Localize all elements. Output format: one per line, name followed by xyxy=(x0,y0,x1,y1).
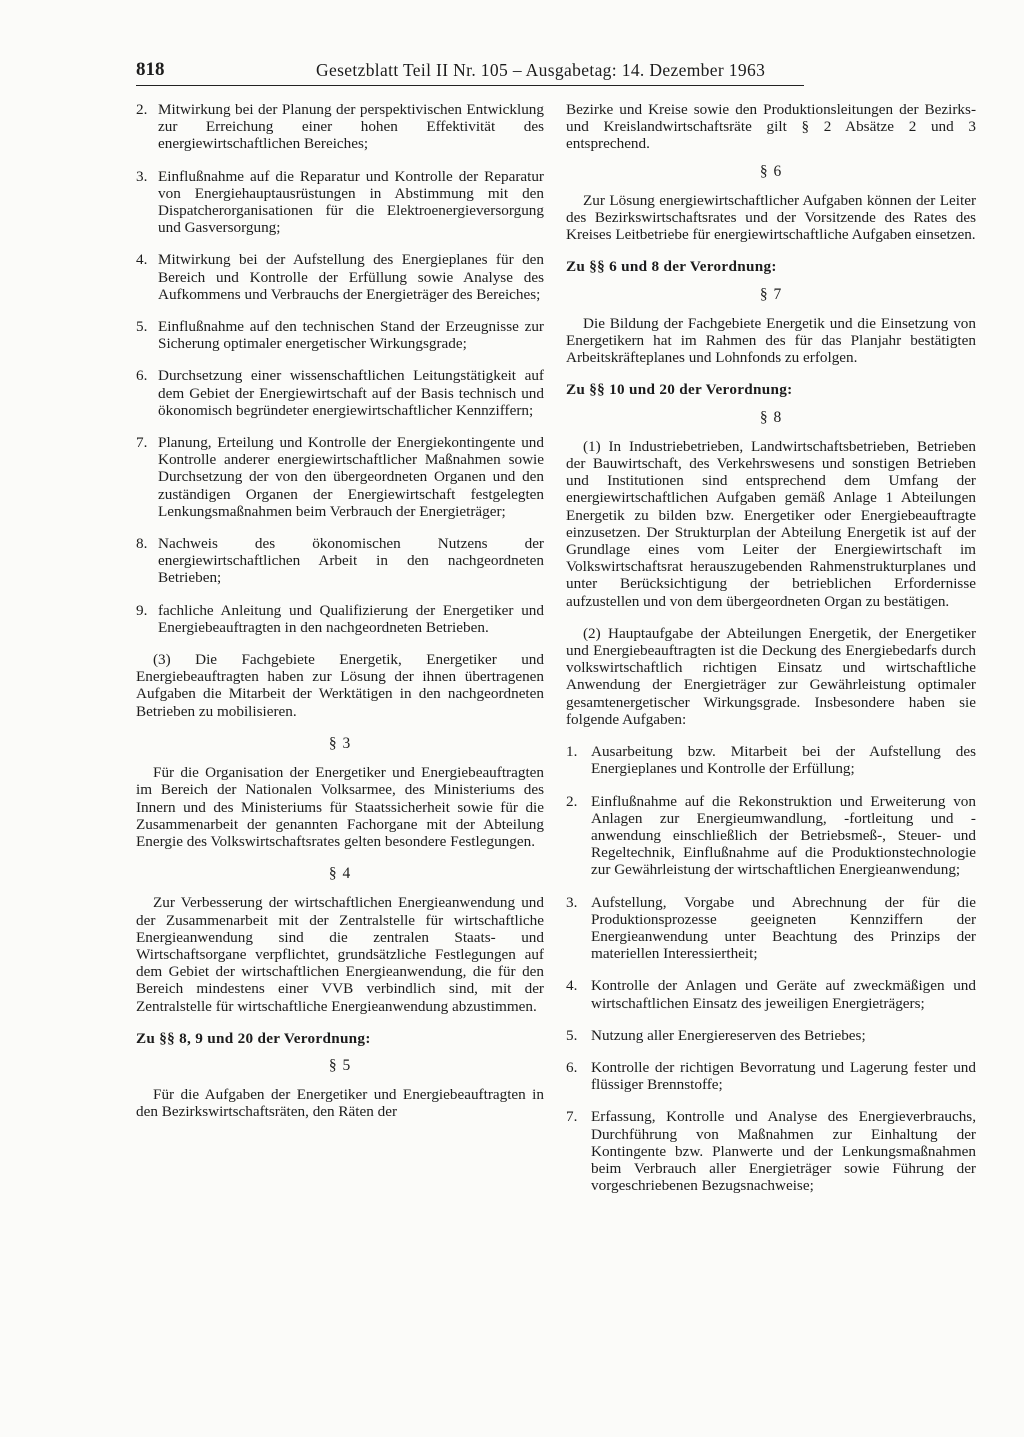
section-7-title: § 7 xyxy=(759,285,783,303)
section-3-text: Für die Organisation der Energetiker und Energiebeauftragten im Bereich der Nationalen Volksarmee, des Ministeriums des Innern und des Ministeriums für Staatssicherheit sowie für die Zusammenarbeit der genannten Fachorgane mit der Abteilung Energie des Volkswirtschaftsrates gelten besondere Festlegungen. xyxy=(136,764,544,850)
section-7-text: Die Bildung der Fachgebiete Energetik und die Einsetzung von Energetikern hat im Rahmen des für das Planjahr bestätigten Arbeitskräfteplanes und Lohnfonds zu erfolgen. xyxy=(566,314,976,367)
list-item xyxy=(136,251,544,303)
list-item xyxy=(136,434,544,520)
list-item xyxy=(136,168,544,237)
heading-zu-8-9-20: Zu §§ 8, 9 und 20 der Verordnung: xyxy=(136,1029,371,1047)
list-item xyxy=(136,367,544,419)
list-item xyxy=(566,977,976,1011)
list-item xyxy=(566,793,976,879)
item-number: 7. xyxy=(136,434,148,452)
item-number: 6. xyxy=(566,1058,578,1076)
item-number: 1. xyxy=(566,743,578,761)
item-text: Erfassung, Kontrolle und Analyse des Energieverbrauchs, Durchführung von Maßnahmen zur Einhaltung der Kontingente bzw. Planwerte und der Lenkungsmaßnahmen beim Verbrauch aller Energieträger sowie Führung der vorgeschriebenen Bezugsnachweise; xyxy=(591,1108,976,1195)
item-text: Aufstellung, Vorgabe und Abrechnung der für die Produktionsprozesse geeigneten Kennziffern der Energieanwendung unter Beachtung des Prinzips der materiellen Interessiertheit; xyxy=(591,893,976,963)
list-item xyxy=(566,1108,976,1194)
list-item xyxy=(136,318,544,352)
section-8-paragraph-1: (1) In Industriebetrieben, Landwirtschaftsbetrieben, Betrieben der Bauwirtschaft, des Verkehrswesens und sonstigen Betrieben und Institutionen sind entsprechend dem Umfang der energiewirtschaftlichen Aufgaben gemäß Anlage 1 Abteilungen Energetik zu bilden bzw. Energetiker oder Energiebeauftragte einzusetzen. Der Strukturplan der Abteilung Energetik ist auf der Grundlage eines vom Leiter der Energiewirtschaft im Volkswirtschaftsrat herauszugebenden Rahmenstrukturplanes und unter Berücksichtigung der betrieblichen Erfordernisse aufzustellen und von dem übergeordneten Organ zu bestätigen. xyxy=(566,437,976,610)
list-item xyxy=(566,894,976,963)
item-number: 8. xyxy=(136,535,148,553)
list-item xyxy=(566,1059,976,1093)
section-5-text: Für die Aufgaben der Energetiker und Energiebeauftragten in den Bezirkswirtschaftsräten, den Räten der xyxy=(136,1086,544,1121)
page-number: 818 xyxy=(136,59,165,80)
item-text: Ausarbeitung bzw. Mitarbeit bei der Aufstellung des Energieplanes und Kontrolle der Erfüllung; xyxy=(591,743,976,778)
section-5-title: § 5 xyxy=(328,1056,352,1074)
item-text: Einflußnahme auf die Reparatur und Kontrolle der Reparatur von Energiehauptausrüstungen in Abstimmung mit den Dispatcherorganisationen für die Elektroenergieversorgung und Gasversorgung; xyxy=(158,167,544,237)
item-text: Einflußnahme auf die Rekonstruktion und Erweiterung von Anlagen zur Energieumwandlung, -fortleitung und -anwendung einschließlich der Betriebsmeß-, Steuer- und Regeltechnik, Einflußnahme auf die Produktionstechnologie zur Gewährleistung der wirtschaftlichen Energieanwendung; xyxy=(591,792,976,879)
left-column xyxy=(136,101,544,1136)
heading-zu-10-20: Zu §§ 10 und 20 der Verordnung: xyxy=(566,381,793,399)
item-text: Kontrolle der richtigen Bevorratung und Lagerung fester und flüssiger Brennstoffe; xyxy=(591,1058,976,1094)
page-title: Gesetzblatt Teil II Nr. 105 – Ausgabetag: 14. Dezember 1963 xyxy=(316,60,766,80)
section-3-title: § 3 xyxy=(328,734,352,752)
list-item xyxy=(136,535,544,587)
item-text: Nachweis des ökonomischen Nutzens der energiewirtschaftlichen Arbeit in den nachgeordneten Betrieben; xyxy=(158,535,544,587)
heading-zu-6-8: Zu §§ 6 und 8 der Verordnung: xyxy=(566,258,777,276)
right-column xyxy=(566,101,976,1209)
page-header xyxy=(136,59,804,86)
item-number: 4. xyxy=(566,977,578,995)
list-item xyxy=(136,101,544,153)
item-number: 6. xyxy=(136,367,148,385)
section-4-title: § 4 xyxy=(328,865,352,883)
item-text: Einflußnahme auf den technischen Stand der Erzeugnisse zur Sicherung optimaler energetischer Wirkungsgrade; xyxy=(158,318,544,353)
section-8-paragraph-2: (2) Hauptaufgabe der Abteilungen Energetik, der Energetiker und Energiebeauftragten ist die Deckung des Energiebedarfs durch volkswirtschaftlich richtigen Einsatz und wirtschaftliche Anwendung der Energieträger zur Gewährleistung optimaler gesamtenergetischer Wirkungsgrade. Insbesondere haben sie folgende Aufgaben: xyxy=(566,624,976,728)
item-text: Planung, Erteilung und Kontrolle der Energiekontingente und Kontrolle anderer energiewirtschaftlicher Maßnahmen sowie Durchsetzung der von den übergeordneten Organen und den zuständigen Organen der Energiewirtschaft festgelegten Lenkungsmaßnahmen beim Verbrauch der Energieträger; xyxy=(158,434,544,520)
list-item xyxy=(566,1027,976,1044)
continued-text: Bezirke und Kreise sowie den Produktionsleitungen der Bezirks- und Kreislandwirtschaftsräte gilt § 2 Absätze 2 und 3 entsprechend. xyxy=(566,101,976,153)
item-text: Nutzung aller Energiereserven des Betriebes; xyxy=(591,1026,866,1044)
list-item xyxy=(566,743,976,777)
item-number: 4. xyxy=(136,251,148,269)
item-number: 5. xyxy=(136,318,148,336)
item-number: 9. xyxy=(136,601,148,619)
item-number: 2. xyxy=(136,101,148,118)
item-number: 2. xyxy=(566,792,578,810)
item-text: Kontrolle der Anlagen und Geräte auf zweckmäßigen und wirtschaftlichen Einsatz des jeweiligen Energieträgers; xyxy=(591,977,976,1012)
item-text: fachliche Anleitung und Qualifizierung der Energetiker und Energiebeauftragten in den nachgeordneten Betrieben. xyxy=(158,601,544,636)
section-6-text: Zur Lösung energiewirtschaftlicher Aufgaben können der Leiter des Bezirkswirtschaftsrates und der Vorsitzende des Rates des Kreises Leitbetriebe für energiewirtschaftliche Aufgaben einsetzen. xyxy=(566,191,976,244)
item-text: Mitwirkung bei der Aufstellung des Energieplanes für den Bereich und Kontrolle der Erfüllung sowie Analyse des Aufkommens und Verbrauchs der Energieträger des Bereiches; xyxy=(158,251,544,303)
section-6-title: § 6 xyxy=(759,162,783,180)
item-number: 3. xyxy=(136,167,148,185)
section-8-title: § 8 xyxy=(759,408,783,426)
item-number: 5. xyxy=(566,1026,578,1044)
section-4-text: Zur Verbesserung der wirtschaftlichen Energieanwendung und der Zusammenarbeit mit der Zentralstelle für wirtschaftliche Energieanwendung sind die zentralen Staats- und Wirtschaftsorgane verpflichtet, grundsätzliche Festlegungen auf dem Gebiet der wirtschaftlichen Energieanwendung, die für den Bereich mindestens einer VVB verbindlich sind, mit der Zentralstelle für wirtschaftliche Energieanwendung abzustimmen. xyxy=(136,894,544,1015)
item-text: Mitwirkung bei der Planung der perspektivischen Entwicklung zur Erreichung einer hohen Effektivität des energiewirtschaftlichen Bereiches; xyxy=(158,101,544,153)
item-number: 3. xyxy=(566,893,578,911)
item-text: Durchsetzung einer wissenschaftlichen Leitungstätigkeit auf dem Gebiet der Energiewirtschaft auf der Basis technisch und ökonomisch begründeter energiewirtschaftlicher Kennziffern; xyxy=(158,367,544,419)
item-number: 7. xyxy=(566,1108,578,1126)
paragraph-3: (3) Die Fachgebiete Energetik, Energetiker und Energiebeauftragten haben zur Lösung der ihnen übertragenen Aufgaben die Mitarbeit der Werktätigen in den nachgeordneten Betrieben zu mobilisieren. xyxy=(136,651,544,720)
list-item xyxy=(136,602,544,636)
